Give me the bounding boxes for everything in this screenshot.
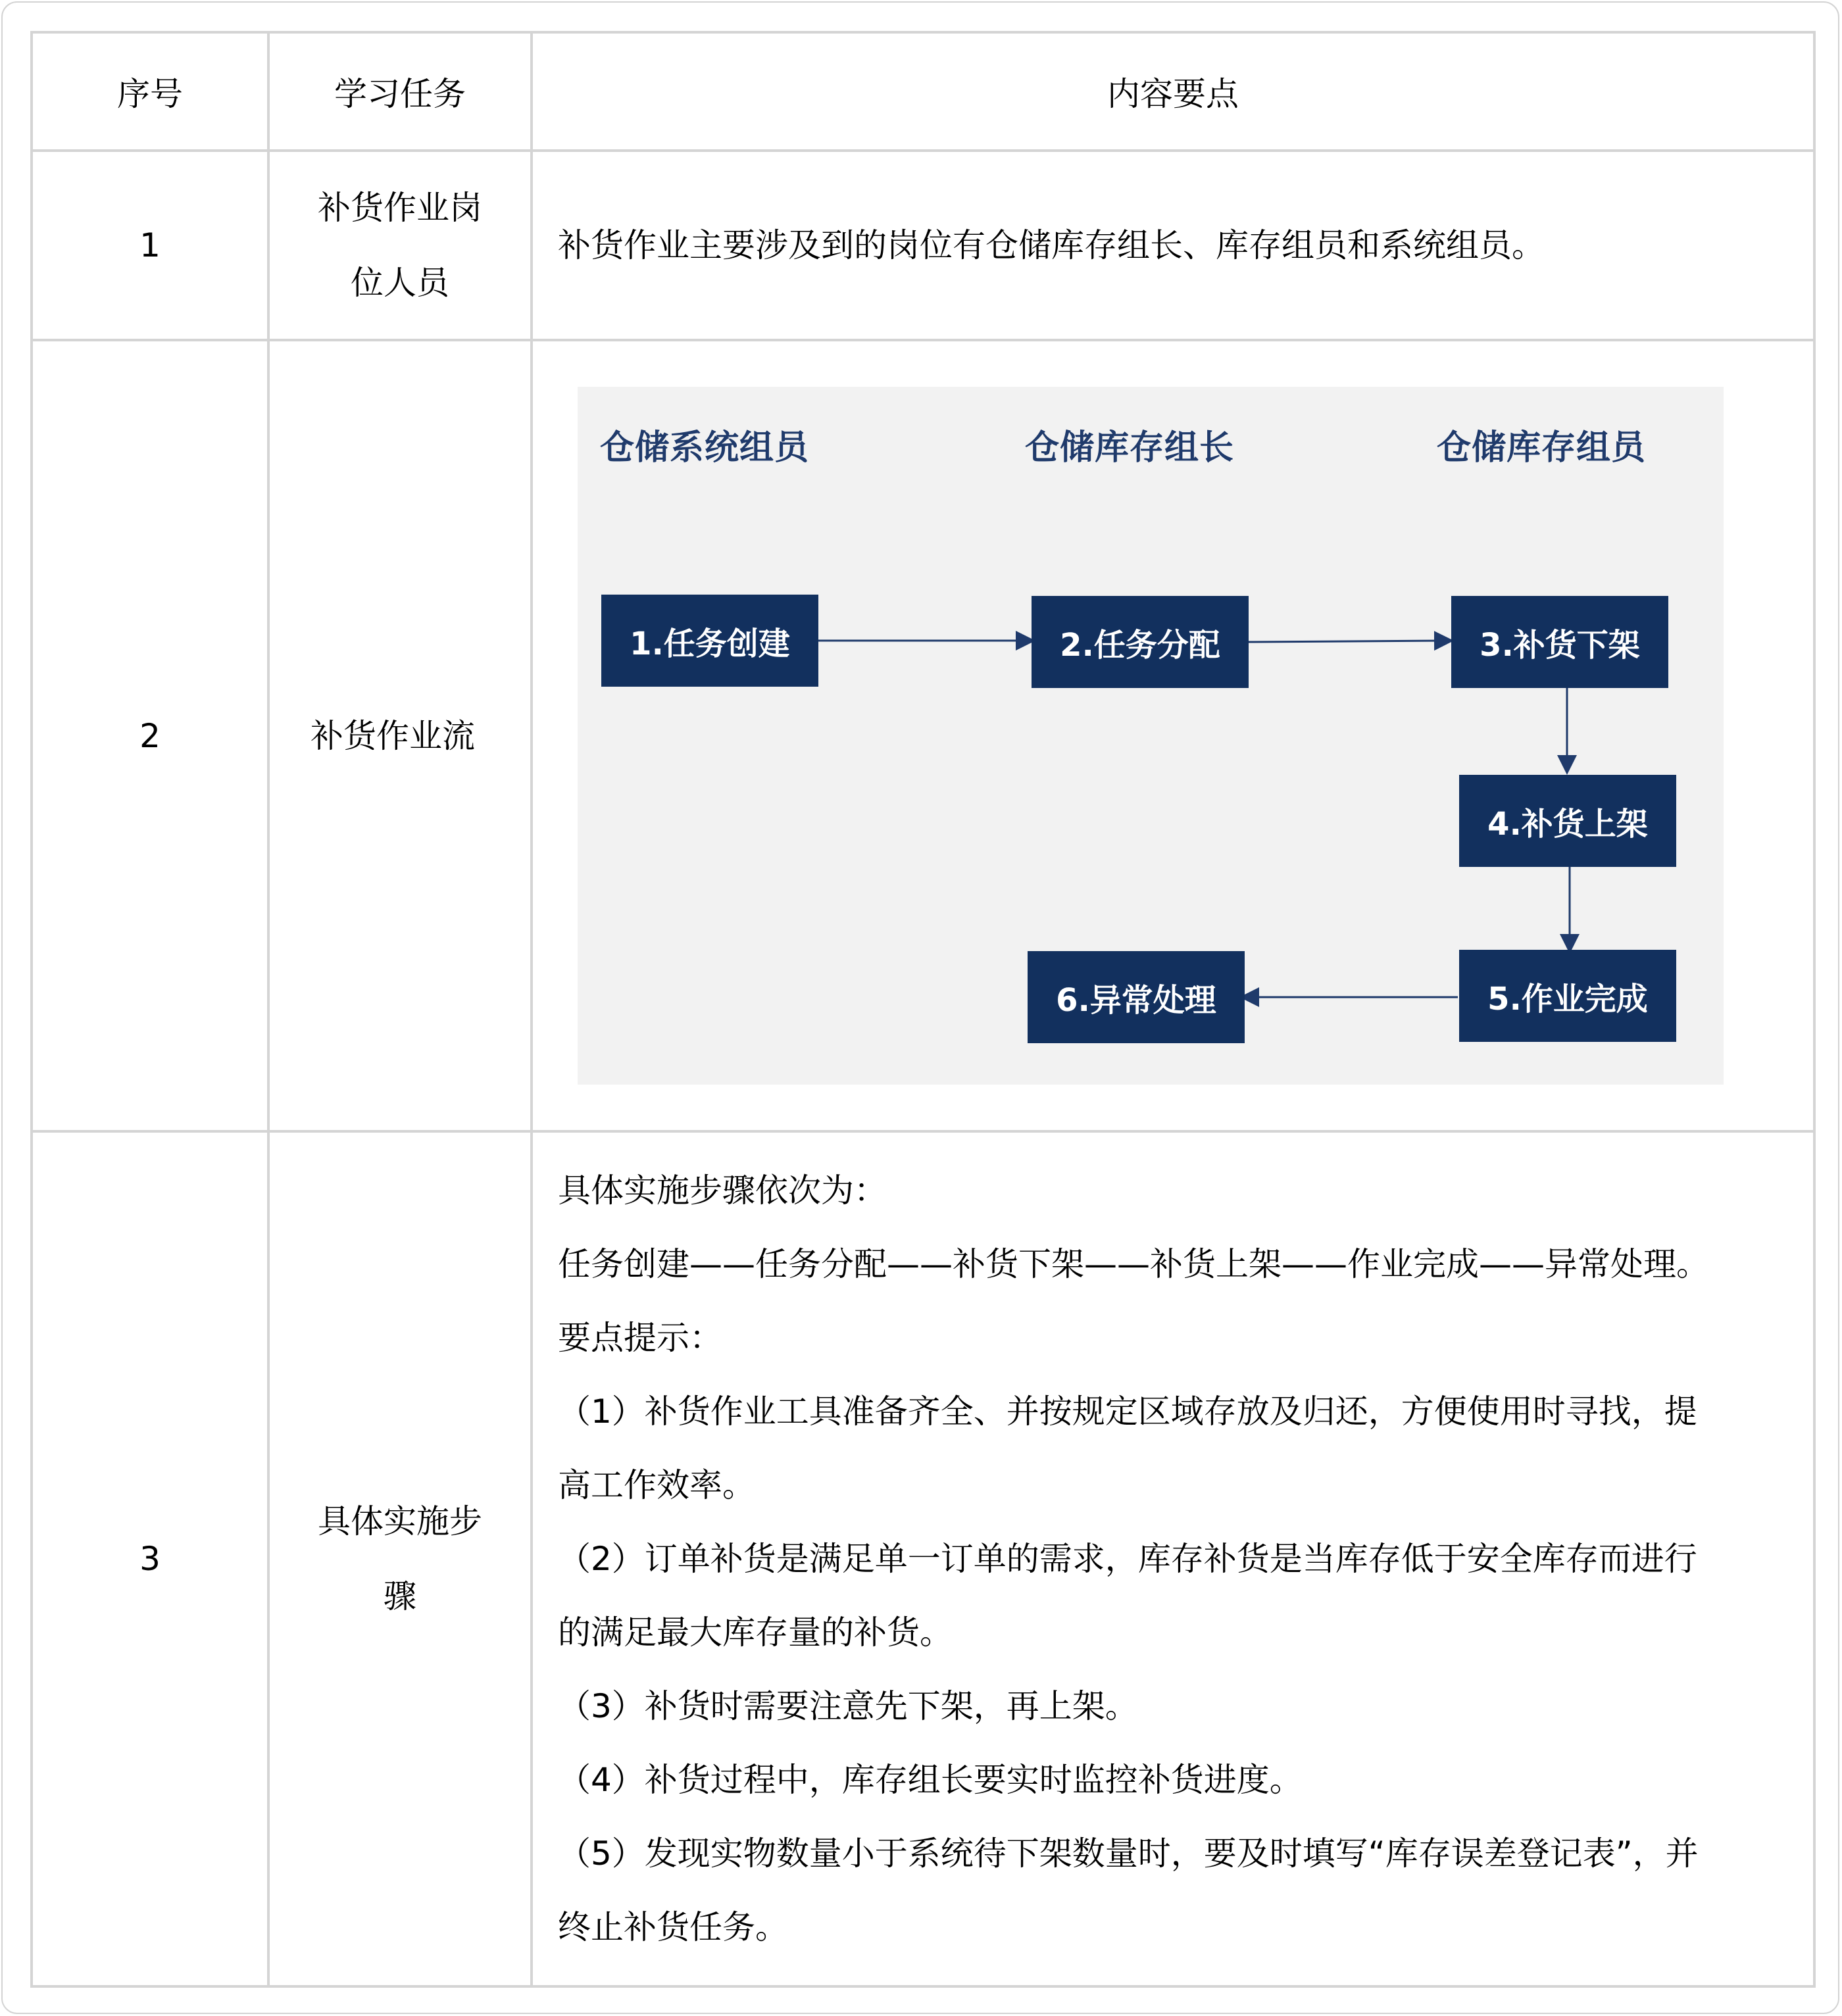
content-line: 的满足最大库存量的补货。 <box>558 1613 953 1652</box>
task-line: 补货作业岗 <box>318 189 482 227</box>
task-line: 骤 <box>384 1577 416 1615</box>
row-content <box>532 1131 1814 1986</box>
lane-label-member: 仓储库存组员 <box>1437 428 1647 468</box>
task-line: 补货作业流 <box>311 716 475 755</box>
content-text: 补货作业主要涉及到的岗位有仓储库存组长、库存组员和系统组员。 <box>558 226 1545 264</box>
row-number: 3 <box>32 1131 268 1986</box>
content-line: （1）补货作业工具准备齐全、并按规定区域存放及归还，方便使用时寻找，提 <box>558 1392 1697 1431</box>
step-box-5: 5.作业完成 <box>1459 950 1676 1042</box>
step-box-2: 2.任务分配 <box>1032 596 1249 688</box>
row-number: 2 <box>32 340 268 1131</box>
process-flow-diagram <box>578 387 1724 1085</box>
row-task <box>268 1131 532 1986</box>
step-box-3: 3.补货下架 <box>1451 596 1668 688</box>
row-task <box>268 151 532 340</box>
content-line: 任务创建——任务分配——补货下架——补货上架——作业完成——异常处理。 <box>558 1245 1709 1283</box>
row-number: 1 <box>32 151 268 340</box>
header-content: 内容要点 <box>532 32 1814 151</box>
header-no: 序号 <box>32 32 268 151</box>
table-row <box>32 340 1814 1131</box>
task-line: 位人员 <box>351 264 449 302</box>
lane-label-system: 仓储系统组员 <box>600 428 810 468</box>
task-line: 具体实施步 <box>318 1502 482 1540</box>
content-line: 具体实施步骤依次为： <box>558 1171 887 1210</box>
content-line: 终止补货任务。 <box>558 1908 788 1946</box>
table-row <box>32 151 1814 340</box>
step-box-6: 6.异常处理 <box>1028 951 1245 1043</box>
lane-label-leader: 仓储库存组长 <box>1025 428 1235 468</box>
row-content <box>532 340 1814 1131</box>
table-row <box>32 1131 1814 1986</box>
content-line: 要点提示： <box>558 1319 722 1357</box>
content-line: （2）订单补货是满足单一订单的需求，库存补货是当库存低于安全库存而进行 <box>558 1540 1697 1578</box>
content-line: （3）补货时需要注意先下架，再上架。 <box>558 1687 1138 1725</box>
header-task: 学习任务 <box>268 32 532 151</box>
step-box-4: 4.补货上架 <box>1459 775 1676 867</box>
content-line: （4）补货过程中，库存组长要实时监控补货进度。 <box>558 1761 1303 1799</box>
step-box-1: 1.任务创建 <box>601 595 818 687</box>
arrow-step2-to-step3 <box>1249 641 1450 642</box>
table-header-row <box>32 32 1814 151</box>
row-content <box>532 151 1814 340</box>
content-line: （5）发现实物数量小于系统待下架数量时，要及时填写“库存误差登记表”，并 <box>558 1834 1699 1873</box>
study-task-table <box>30 31 1816 1988</box>
row-task <box>268 340 532 1131</box>
content-line: 高工作效率。 <box>558 1466 755 1504</box>
